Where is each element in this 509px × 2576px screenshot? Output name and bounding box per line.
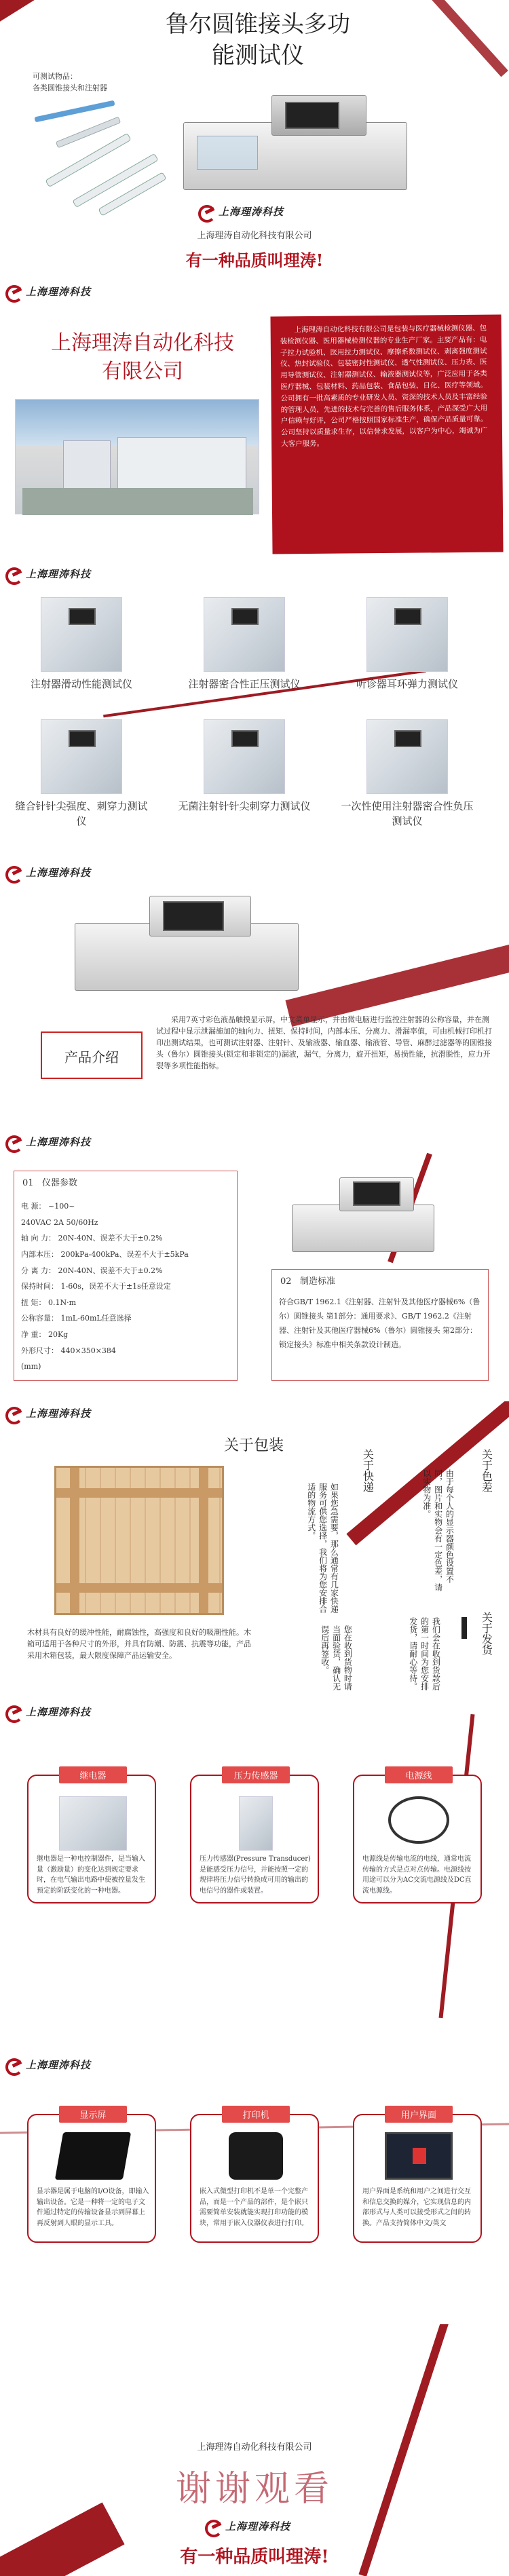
- param-row: 保持时间： 1-60s，误差不大于±1s任意设定: [21, 1282, 171, 1291]
- hero-logo: 上海理涛科技: [197, 204, 284, 219]
- component-card-power-cord: [353, 1771, 482, 1903]
- company-logo-icon: [4, 566, 22, 581]
- company-intro-text: 上海理涛自动化科技有限公司是包装与医疗器械检测仪器、包装检测仪器、医用器械检测仪器的专业生产厂家。主要产品有：电子拉力试验机、医用拉力测试仪、摩擦系数测试仪、剥离强度测试仪、热封试验仪、包装密封性测试仪、透气性测试仪、压力表、医用导管测试仪、注射器测试仪、输液器测试仪等，广泛应用于各类医疗器械、包装材料、药品包装、食品包装、日化、医疗等领域。公司拥有一批高素质的专业研发人员、资深的技术人员及丰富经验的管理人员，先进的技术与完善的售后服务体系，产品深受广大用户信赖与好评，公司严格按照国家标准生产，确保产品质量可靠。公司坚持以质量求生存，以信誉求发展，以客户为中心，竭诚为广大客户服务。: [280, 324, 488, 449]
- intro-text: 采用7英寸彩色液晶触摸显示屏，中文菜单显示，并由微电脑进行监控注射器的公称容量，并在测试过程中显示泄漏施加的轴向力、扭矩、保持时间，内部本压、分离力、滑漏率值，可由机械打印机打印出测试结果，也可测试注射器、注射针、及输液器、输血器、输液管、导管、麻醉过滤器等的圆锥接头（鲁尔）圆锥接头(锁定和非锁定的)漏液，漏气，分离力，旋开扭矩，易损性能，抗滑脱性，应力开裂等多项性能指标。: [156, 1015, 492, 1071]
- power-cord-image: [388, 1796, 449, 1844]
- company-building-photo: [15, 399, 259, 514]
- product-caption-6: 一次性使用注射器密合性负压测试仪: [341, 800, 474, 827]
- param-row: 分 离 力： 20N-40N、误差不大于±0.2%: [21, 1266, 163, 1275]
- hero-title-line2: 能测试仪: [212, 42, 304, 69]
- param-row: 240VAC 2A 50/60Hz: [21, 1217, 98, 1227]
- intro-machine-image: [75, 896, 299, 998]
- product-image-6: [366, 719, 448, 794]
- company-logo-icon: [4, 2057, 22, 2072]
- param-row: 内部本压： 200kPa-400kPa、误差不大于±5kPa: [21, 1249, 189, 1259]
- params-section: [0, 1130, 509, 1401]
- display-image: [55, 2132, 131, 2180]
- section-logo: 上海理涛科技: [4, 1134, 91, 1149]
- tester-machine-image: [183, 95, 407, 197]
- footer-section: [0, 2324, 509, 2576]
- product-caption-3: 听诊器耳环弹力测试仪: [356, 678, 458, 690]
- pressure-sensor-image: [239, 1796, 273, 1851]
- company-logo-icon: [204, 2518, 221, 2533]
- company-logo-icon: [197, 204, 214, 219]
- footer-slogan: 有一种品质叫理涛!: [180, 2547, 329, 2567]
- product-caption-4: 缝合针针尖强度、刺穿力测试仪: [15, 800, 148, 827]
- ship-marker: [461, 1617, 467, 1639]
- section-logo: 上海理涛科技: [4, 2057, 91, 2072]
- component-desc: 电源线是传输电流的电线，通常电流传输的方式是点对点传输。电源线按用途可以分为AC交流电源线及DC直流电源线。: [362, 1855, 472, 1895]
- product-image-5: [204, 719, 285, 794]
- section-logo: 上海理涛科技: [4, 566, 91, 581]
- component-desc: 显示器是属于电脑的I/O设备，即输入输出设备。它是一种将一定的电子文件通过特定的传输设备显示到屏幕上再反射到人眼的显示工具。: [37, 2188, 149, 2227]
- section-logo: 上海理涛科技: [4, 1405, 91, 1420]
- param-row: 净 重： 20Kg: [21, 1330, 69, 1340]
- component-desc: 压力传感器(Pressure Transducer)是能感受压力信号，并能按照一定的规律将压力信号转换成可用的输出的电信号的器件或装置。: [200, 1855, 311, 1895]
- param-row: (mm): [21, 1362, 41, 1371]
- component-card-display: [27, 2110, 156, 2243]
- section-logo: 上海理涛科技: [4, 284, 91, 299]
- printer-image: [229, 2132, 283, 2180]
- standards-box: [271, 1269, 489, 1381]
- corner-accent-left: [0, 0, 54, 31]
- express-col-text: 如果您急需要，那么通常有几家快递服务可供您选择，我们将为您安排合适的物流方式。: [306, 1483, 339, 1613]
- param-row: 电 源： ~100~: [21, 1202, 75, 1211]
- color-col: 关于色差: [480, 1449, 493, 1492]
- section-logo: 上海理涛科技: [4, 1704, 91, 1719]
- product-caption-5: 无菌注射针针尖刺穿力测试仪: [178, 800, 311, 812]
- color-col-text: 由于每个人的显示器颜色设置不同，图片和实物会有一定色差，请以实物为准。: [421, 1469, 455, 1591]
- relay-image: [59, 1796, 127, 1851]
- ship-col-text: 我们会在收到货款后的第一时间为您安排发货，请耐心等待。: [408, 1617, 441, 1690]
- company-intro-box: [270, 315, 503, 554]
- packaging-section: [0, 1401, 509, 1700]
- intro-title-box: [41, 1031, 143, 1079]
- component-label: 用户界面: [385, 2106, 453, 2123]
- footer-company: 上海理涛自动化科技有限公司: [197, 2442, 312, 2452]
- params-list: [21, 1198, 231, 1375]
- products-section: [0, 563, 509, 862]
- params-box: [14, 1171, 238, 1381]
- company-section: [0, 278, 509, 563]
- components-section-1: [0, 1700, 509, 2053]
- packaging-desc: 木材具有良好的缓冲性能，耐腐蚀性，高强度和良好的吸潮性能。木箱可适用于各种尺寸的外形，并具有防潮、防震、抗震等功能，产品采用木箱包装，最大限度保障产品运输安全。: [27, 1628, 251, 1661]
- component-label: 继电器: [59, 1766, 127, 1783]
- hero-section: [0, 0, 509, 285]
- company-logo-icon: [4, 1405, 22, 1420]
- packaging-title: 关于包装: [224, 1437, 284, 1454]
- components-section-2: [0, 2053, 509, 2324]
- extra-col-text: 您在收到货物时请当面验货，确认无误后再签收。: [320, 1625, 353, 1690]
- component-card-printer: [190, 2110, 319, 2243]
- product-intro-section: [0, 862, 509, 1130]
- param-row: 外形尺寸： 440×350×384: [21, 1346, 116, 1355]
- param-row: 公称容量： 1mL-60mL任意选择: [21, 1314, 132, 1323]
- intro-title: 产品介绍: [64, 1049, 119, 1065]
- component-desc: 继电器是一种电控制器件，是当输入量（激励量）的变化达到规定要求时，在电气输出电路中使被控量发生预定的阶跃变化的一种电器。: [37, 1855, 145, 1895]
- user-interface-image: [385, 2132, 453, 2180]
- component-label: 压力传感器: [222, 1766, 290, 1783]
- company-logo-icon: [4, 1134, 22, 1149]
- component-card-relay: [27, 1771, 156, 1903]
- footer-logo: 上海理涛科技: [204, 2518, 290, 2533]
- component-desc: 嵌入式微型打印机不是单一个完整产品，而是一个产品的部件，是个嵌只需要简单安装就能实现打印功能的模块，常用于嵌入仪器仪表进行打印。: [200, 2188, 308, 2227]
- company-logo-icon: [4, 1704, 22, 1719]
- component-desc: 用户界面是系统和用户之间进行交互和信息交换的媒介，它实现信息的内部形式与人类可以接受形式之间的转换。产品支持简体中文/英文: [362, 2188, 471, 2227]
- hero-slogan: 有一种品质叫理涛!: [185, 250, 324, 270]
- product-caption-2: 注射器密合性正压测试仪: [188, 678, 301, 690]
- component-card-pressure-sensor: [190, 1771, 319, 1903]
- product-image-3: [366, 597, 448, 672]
- product-image-1: [41, 597, 122, 672]
- hero-company-sub: 上海理涛自动化科技有限公司: [197, 231, 312, 241]
- params-title: 01 仪器参数: [22, 1178, 77, 1188]
- section-logo: 上海理涛科技: [4, 865, 91, 879]
- company-logo-icon: [4, 865, 22, 879]
- footer-thanks: 谢谢观看: [175, 2469, 333, 2509]
- hero-title-line1: 鲁尔圆锥接头多功: [166, 11, 350, 38]
- standards-text: 符合GB/T 1962.1《注射器、注射针及其他医疗器械6%（鲁尔）圆锥接头 第1部分：通用要求》、GB/T 1962.2《注射器、注射针及其他医疗器械6%（鲁尔）圆锥接头 第2部分：锁定接头》标准中相关条款设计制造。: [279, 1298, 480, 1349]
- product-image-4: [41, 719, 122, 794]
- component-label: 显示屏: [59, 2106, 127, 2123]
- product-image-2: [204, 597, 285, 672]
- company-name-line1: 上海理涛自动化科技: [51, 331, 234, 355]
- corner-accent-right: [401, 0, 508, 77]
- ship-col: 关于发货: [480, 1612, 493, 1655]
- param-row: 扭 矩： 0.1N·m: [21, 1298, 77, 1307]
- standards-title: 02 制造标准: [280, 1276, 335, 1287]
- samples-label: 可测试物品： 各类圆锥接头和注射器: [33, 72, 107, 93]
- luer-samples-image: [27, 102, 176, 221]
- params-machine-image: [292, 1177, 434, 1259]
- component-label: 打印机: [222, 2106, 290, 2123]
- param-row: 轴 向 力： 20N-40N、误差不大于±0.2%: [21, 1234, 163, 1243]
- wooden-crate-image: [54, 1466, 224, 1615]
- product-caption-1: 注射器滑动性能测试仪: [30, 678, 132, 690]
- company-logo-icon: [4, 284, 22, 299]
- company-name-line2: 有限公司: [102, 360, 183, 383]
- express-col: 关于快递: [361, 1449, 375, 1492]
- component-label: 电源线: [385, 1766, 453, 1783]
- component-card-user-interface: [353, 2110, 482, 2243]
